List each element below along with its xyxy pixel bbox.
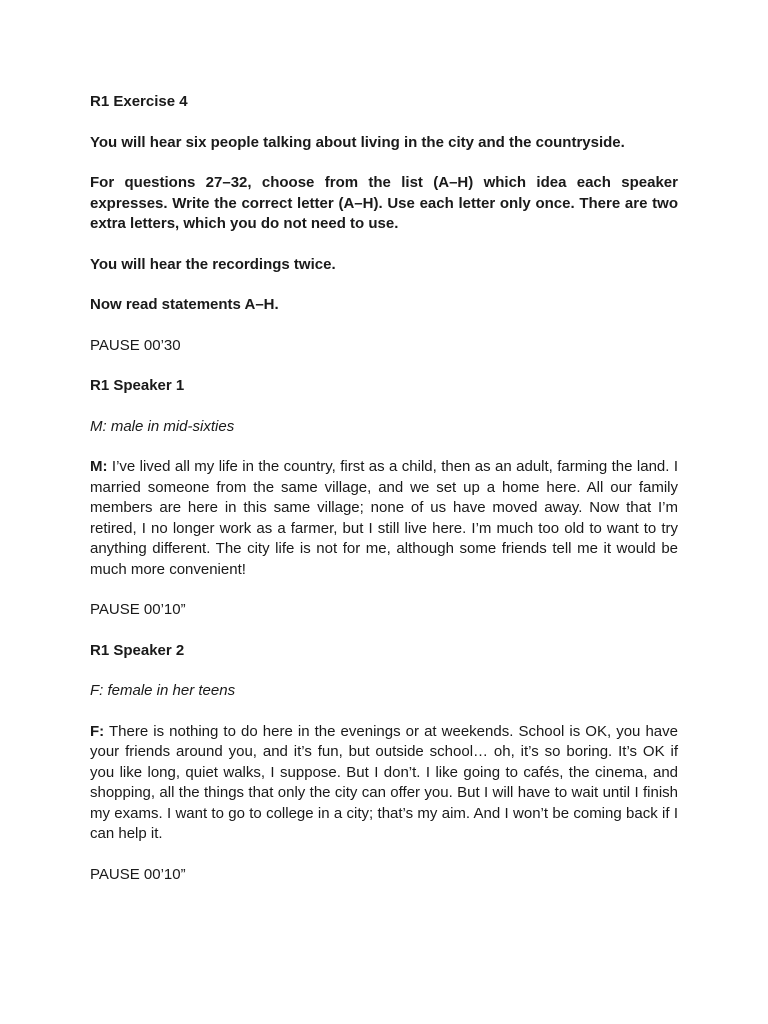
speaker-2-pause: PAUSE 00’10” — [90, 865, 186, 883]
speaker-2-description: F: female in her teens — [90, 682, 236, 699]
speaker-1-transcript — [90, 457, 678, 580]
exercise-title: R1 Exercise 4 — [90, 93, 188, 110]
speaker-2-transcript — [90, 722, 678, 845]
speaker-1-text: I’ve lived all my life in the country, first as a child, then as an adult, farming the land. I married someone from the same village, and we set up a home here. All our family members are here in this same village; none of us have moved away. Now that I’m retired, I no longer work as a farmer, but I still live here. I’m much too old to want to try anything different. The city life is not for me, although some friends tell me it would be much more convenient! — [90, 458, 678, 578]
instructions-text: For questions 27–32, choose from the list (A–H) which idea each speaker expresses. Write the correct letter (A–H). Use each letter only once. There are two extra letters, which you do not need to use. — [90, 174, 678, 232]
intro-text: You will hear six people talking about living in the city and the countryside. — [90, 133, 625, 151]
speaker-1-pause: PAUSE 00’10” — [90, 601, 186, 618]
speaker-1-description: M: male in mid-sixties — [90, 417, 235, 435]
speaker-2-tag: F: — [90, 722, 105, 740]
document-page — [90, 92, 678, 885]
speaker-2-text: There is nothing to do here in the evenings or at weekends. School is OK, you have your friends around you, and it’s fun, but outside school… oh, it’s so boring. It’s OK if you like long, quiet walks, I suppose. But I don’t. I like going to cafés, the cinema, and shopping, all the things that only the city can offer you. But I will have to wait until I finish my exams. I want to go to college in a city; that’s my aim. And I won’t be coming back if I can help it. — [90, 722, 678, 842]
speaker-2-heading: R1 Speaker 2 — [90, 641, 185, 659]
recordings-twice-text: You will hear the recordings twice. — [90, 255, 336, 273]
read-statements-text: Now read statements A–H. — [90, 296, 279, 313]
speaker-1-tag: M: — [90, 458, 108, 475]
speaker-1-heading: R1 Speaker 1 — [90, 377, 185, 394]
pause-text: PAUSE 00’30 — [90, 336, 181, 354]
